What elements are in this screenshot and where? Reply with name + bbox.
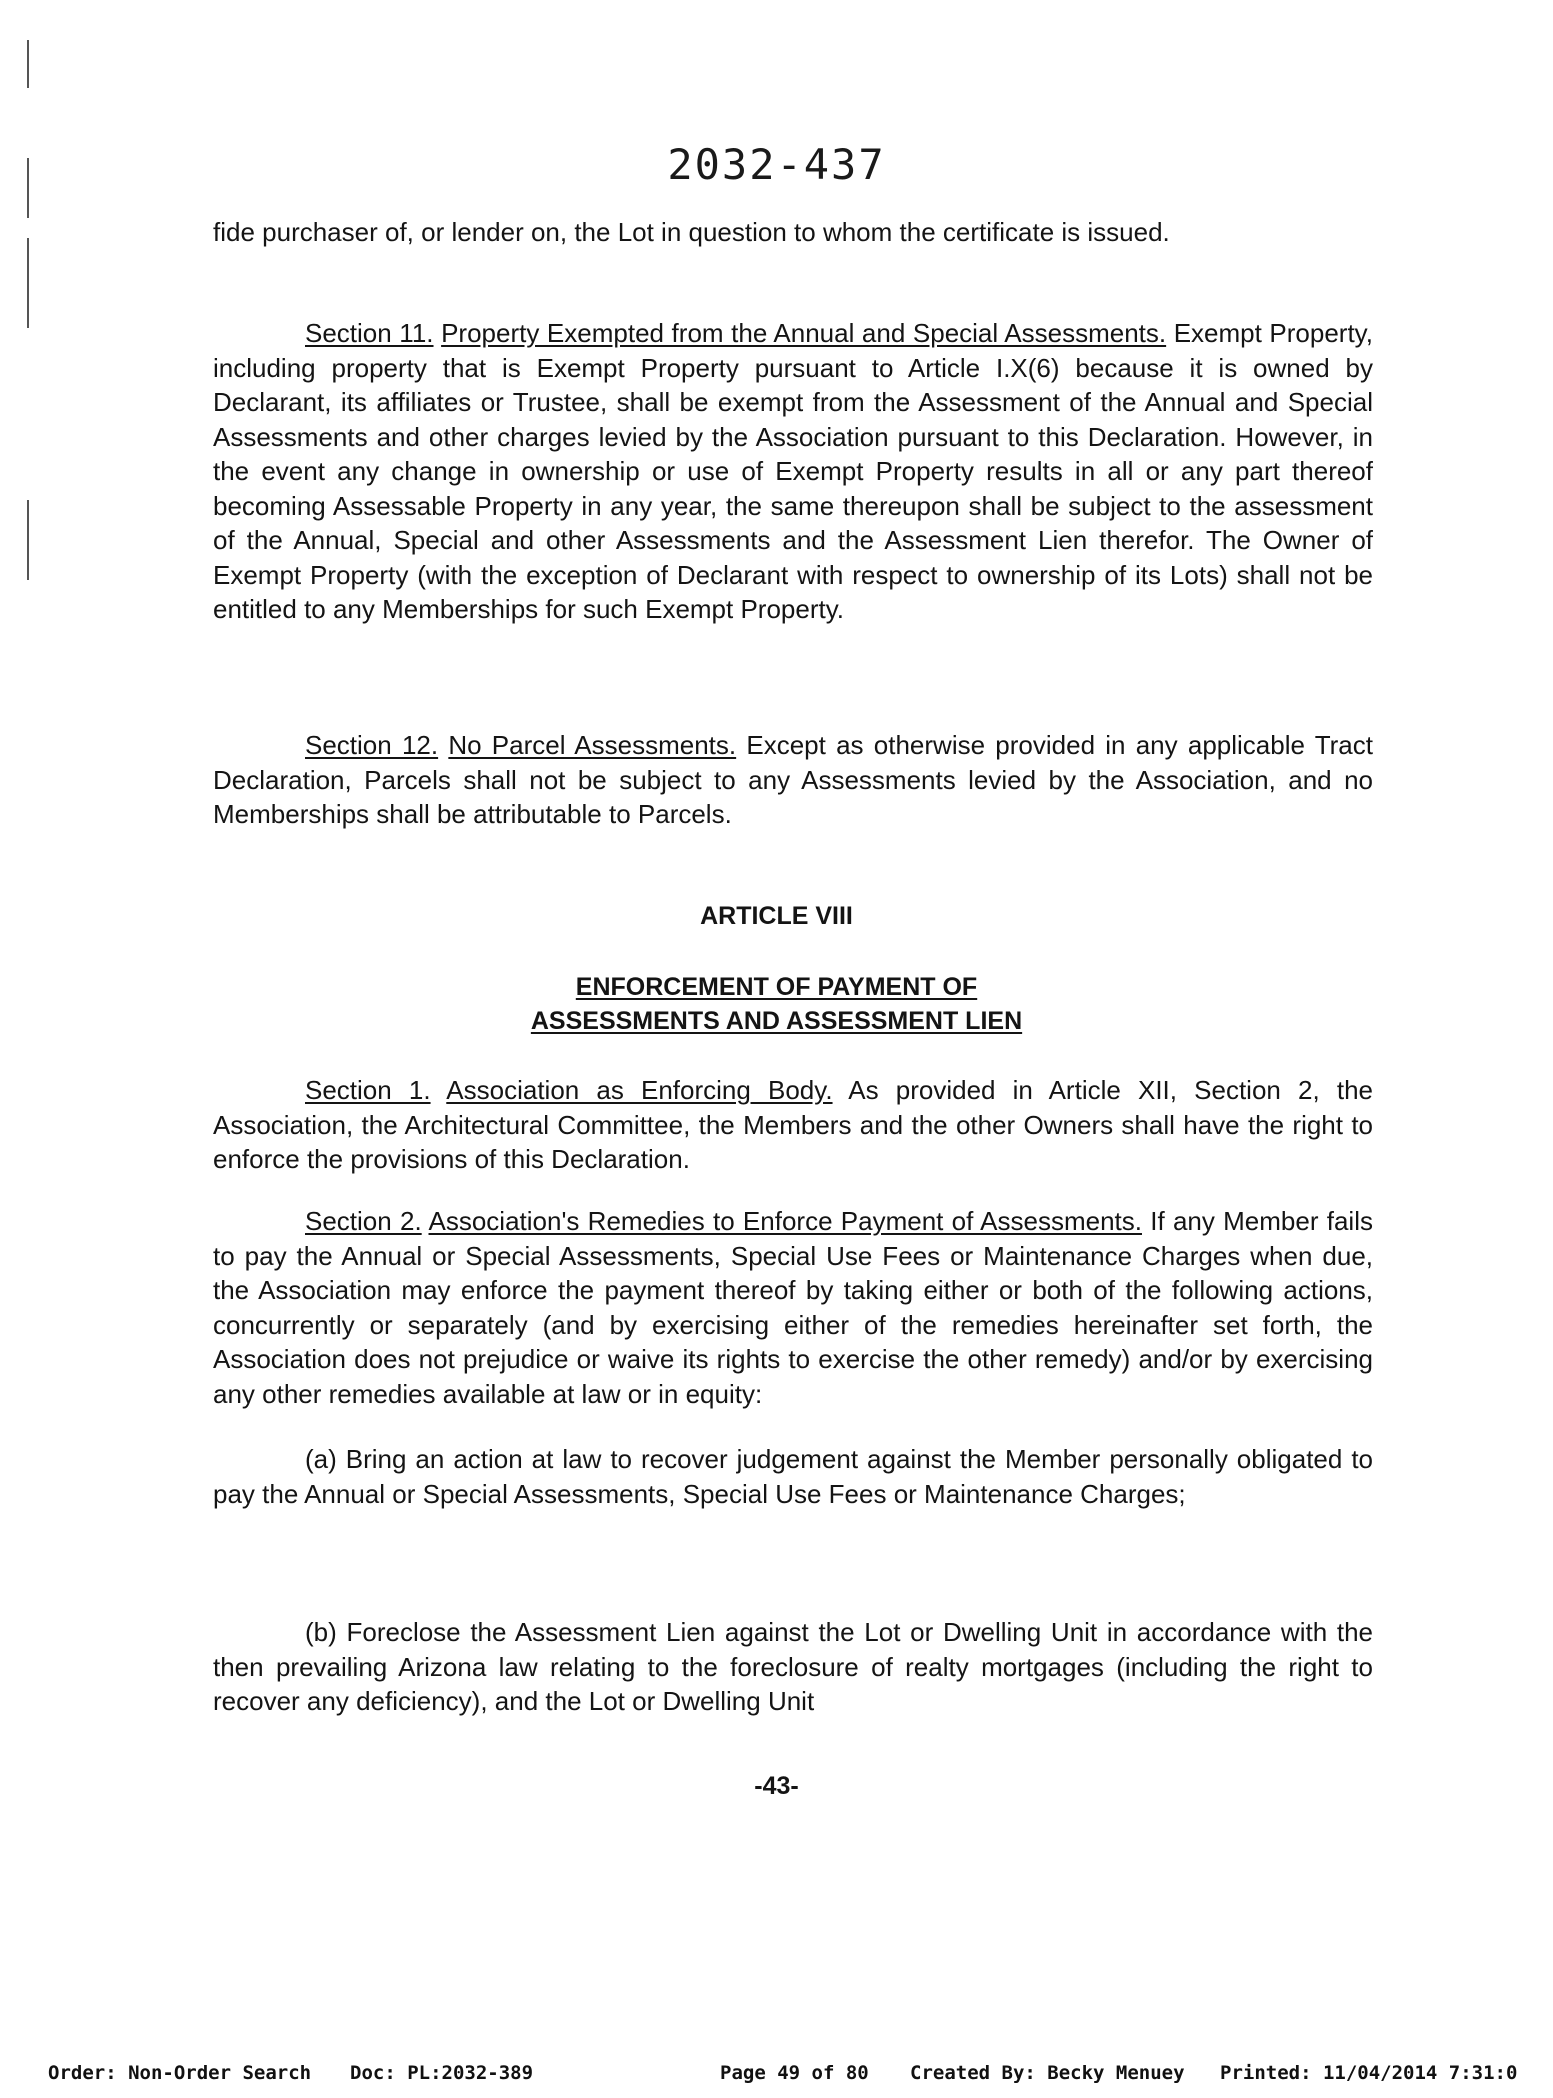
article-section-2 <box>213 1204 1373 1411</box>
article-heading-line-2: ASSESSMENTS AND ASSESSMENT LIEN <box>530 1007 1023 1035</box>
article-heading <box>0 970 1553 1038</box>
article-section-2-heading: Association's Remedies to Enforce Payment of Assessments. <box>428 1206 1142 1236</box>
footer-page: Page 49 of 80 <box>720 2062 869 2084</box>
section-12-text: Except as otherwise provided in any applicable Tract Declaration, Parcels shall not be subject to any Assessments levied by the Association, and no Memberships shall be attributable to Parcels. <box>213 730 1373 829</box>
section-11 <box>213 316 1373 627</box>
article-section-1-label: Section 1. <box>305 1075 431 1105</box>
scan-margin-mark <box>27 500 29 580</box>
footer-printed: Printed: 11/04/2014 7:31:0 <box>1220 2062 1518 2084</box>
item-a-paragraph: (a) Bring an action at law to recover judgement against the Member personally obligated to pay the Annual or Special Assessments, Special Use Fees or Maintenance Charges; <box>213 1444 1373 1509</box>
section-12-heading: No Parcel Assessments. <box>448 730 737 760</box>
page-number: -43- <box>754 1772 799 1800</box>
continuation-paragraph: fide purchaser of, or lender on, the Lot in question to whom the certificate is issued. <box>213 217 1170 247</box>
section-11-heading: Property Exempted from the Annual and Special Assessments. <box>441 318 1167 348</box>
article-section-1-text: As provided in Article XII, Section 2, the Association, the Architectural Committee, the Members and the other Owners shall have the right to enforce the provisions of this Declaration. <box>213 1075 1373 1174</box>
article-section-1-paragraph <box>213 1073 1373 1177</box>
item-b-paragraph: (b) Foreclose the Assessment Lien against the Lot or Dwelling Unit in accordance with the then prevailing Arizona law relating to the foreclosure of realty mortgages (including the right to recover any deficiency), and the Lot or Dwelling Unit <box>213 1617 1373 1716</box>
article-section-1 <box>213 1073 1373 1177</box>
section-11-text: Exempt Property, including property that is Exempt Property pursuant to Article I.X(6) because it is owned by Declarant, its affiliates or Trustee, shall be exempt from the Assessment of the Annual and Special Assessments and other charges levied by the Association pursuant to this Declaration. However, in the event any change in ownership or use of Exempt Property results in all or any part thereof becoming Assessable Property in any year, the same thereupon shall be subject to the assessment of the Annual, Special and other Assessments and the Assessment Lien therefor. The Owner of Exempt Property (with the exception of Declarant with respect to ownership of its Lots) shall not be entitled to any Memberships for such Exempt Property. <box>213 318 1373 624</box>
item-b <box>213 1615 1373 1719</box>
scan-margin-mark <box>27 40 29 88</box>
section-12 <box>213 728 1373 832</box>
article-heading-line-1: ENFORCEMENT OF PAYMENT OF <box>575 973 978 1001</box>
section-11-label: Section 11. <box>305 318 434 348</box>
article-section-1-heading: Association as Enforcing Body. <box>446 1075 833 1105</box>
article-section-2-paragraph <box>213 1204 1373 1411</box>
article-title: ARTICLE VIII <box>700 902 853 930</box>
item-a <box>213 1442 1373 1511</box>
scan-margin-mark <box>27 238 29 328</box>
article-section-2-text: If any Member fails to pay the Annual or Special Assessments, Special Use Fees or Maintenance Charges when due, the Association may enforce the payment thereof by taking either or both of the following actions, concurrently or separately (and by exercising either of the remedies hereinafter set forth, the Association does not prejudice or waive its rights to exercise the other remedy) and/or by exercising any other remedies available at law or in equity: <box>213 1206 1373 1409</box>
document-number: 2032-437 <box>667 140 886 189</box>
footer-created-by: Created By: Becky Menuey <box>910 2062 1185 2084</box>
continuation-text <box>213 215 1373 250</box>
footer-doc: Doc: PL:2032-389 <box>350 2062 534 2084</box>
footer-order: Order: Non-Order Search <box>48 2062 312 2084</box>
article-section-2-label: Section 2. <box>305 1206 422 1236</box>
section-11-paragraph <box>213 316 1373 627</box>
section-12-paragraph <box>213 728 1373 832</box>
section-12-label: Section 12. <box>305 730 439 760</box>
